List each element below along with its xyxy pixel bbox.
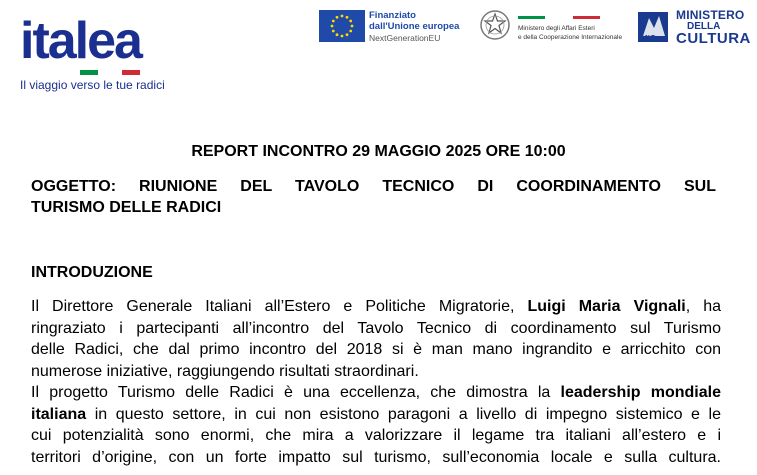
maeci-line-2: e della Cooperazione Internazionale — [518, 34, 623, 41]
svg-text:MiC: MiC — [641, 34, 656, 43]
italiana-emphasis: italiana — [31, 405, 87, 423]
p2-text: Il progetto Turismo delle Radici è una eccellenza, che dimostra la — [31, 384, 561, 401]
paragraph-1-line-3: delle Radici, che dal primo incontro del 2018 si è man mano ingrandito e arricchito con — [31, 341, 721, 358]
eu-line-2: dall'Unione europea — [369, 21, 460, 32]
paragraph-2-line-3: cui potenzialità sono enormi, che mira a valorizzare il legame tra italiani all’estero e i — [31, 427, 721, 444]
eu-line-3: NextGenerationEU — [369, 33, 441, 43]
maeci-flag-stripe — [518, 16, 600, 19]
italea-logo — [20, 10, 170, 95]
intro-heading: INTRODUZIONE — [31, 264, 153, 281]
mic-line-1: MINISTERO — [676, 8, 745, 22]
report-title: REPORT INCONTRO 29 MAGGIO 2025 ORE 10:00 — [191, 143, 566, 160]
eu-flag-icon — [319, 10, 365, 42]
paragraph-1-line-1 — [31, 296, 721, 318]
intro-body — [31, 296, 721, 468]
paragraph-1-line-2: ringraziato i partecipanti all’incontro del Tavolo Tecnico di coordinamento sul Turismo — [31, 319, 721, 337]
director-name: Luigi Maria Vignali — [527, 298, 686, 315]
subject-line-1: OGGETTO: RIUNIONE DEL TAVOLO TECNICO DI COORDINAMENTO SUL — [31, 178, 716, 195]
paragraph-2-line-4: territori d’origine, con un forte impatto sul turismo, sull’economia locale e sulla cultura. — [31, 448, 721, 466]
p1-text: Il Direttore Generale Italiani all’Estero e Politiche Migratorie, — [31, 298, 528, 315]
paragraph-1-line-4: numerose iniziative, raggiungendo risultati straordinari. — [31, 362, 419, 380]
italea-tagline: Il viaggio verso le tue radici — [20, 78, 165, 92]
mic-line-3: CULTURA — [676, 30, 751, 47]
subject-heading — [31, 176, 716, 218]
maeci-logo — [478, 8, 628, 48]
p1-text: , ha — [685, 298, 721, 315]
mic-line-2: DELLA — [687, 21, 721, 32]
eu-line-1: Finanziato — [369, 10, 416, 21]
subject-line-2: TURISMO DELLE RADICI — [31, 199, 222, 216]
mic-mark-icon — [637, 8, 671, 44]
italea-wordmark: italea — [20, 12, 141, 70]
ministero-cultura-logo — [637, 8, 752, 48]
paragraph-2-line-1 — [31, 382, 721, 404]
eu-funding-logo — [319, 10, 469, 44]
leadership-emphasis: leadership mondiale — [560, 384, 721, 401]
paragraph-2-line-2 — [31, 404, 721, 426]
italian-flag-stripe — [80, 70, 140, 75]
italian-republic-emblem-icon — [478, 8, 512, 44]
maeci-line-1: Ministero degli Affari Esteri — [518, 25, 595, 32]
document-header — [0, 0, 757, 100]
p2-text: in questo settore, in cui non esistono paragoni a livello di impegno sistemico e le — [86, 405, 721, 423]
